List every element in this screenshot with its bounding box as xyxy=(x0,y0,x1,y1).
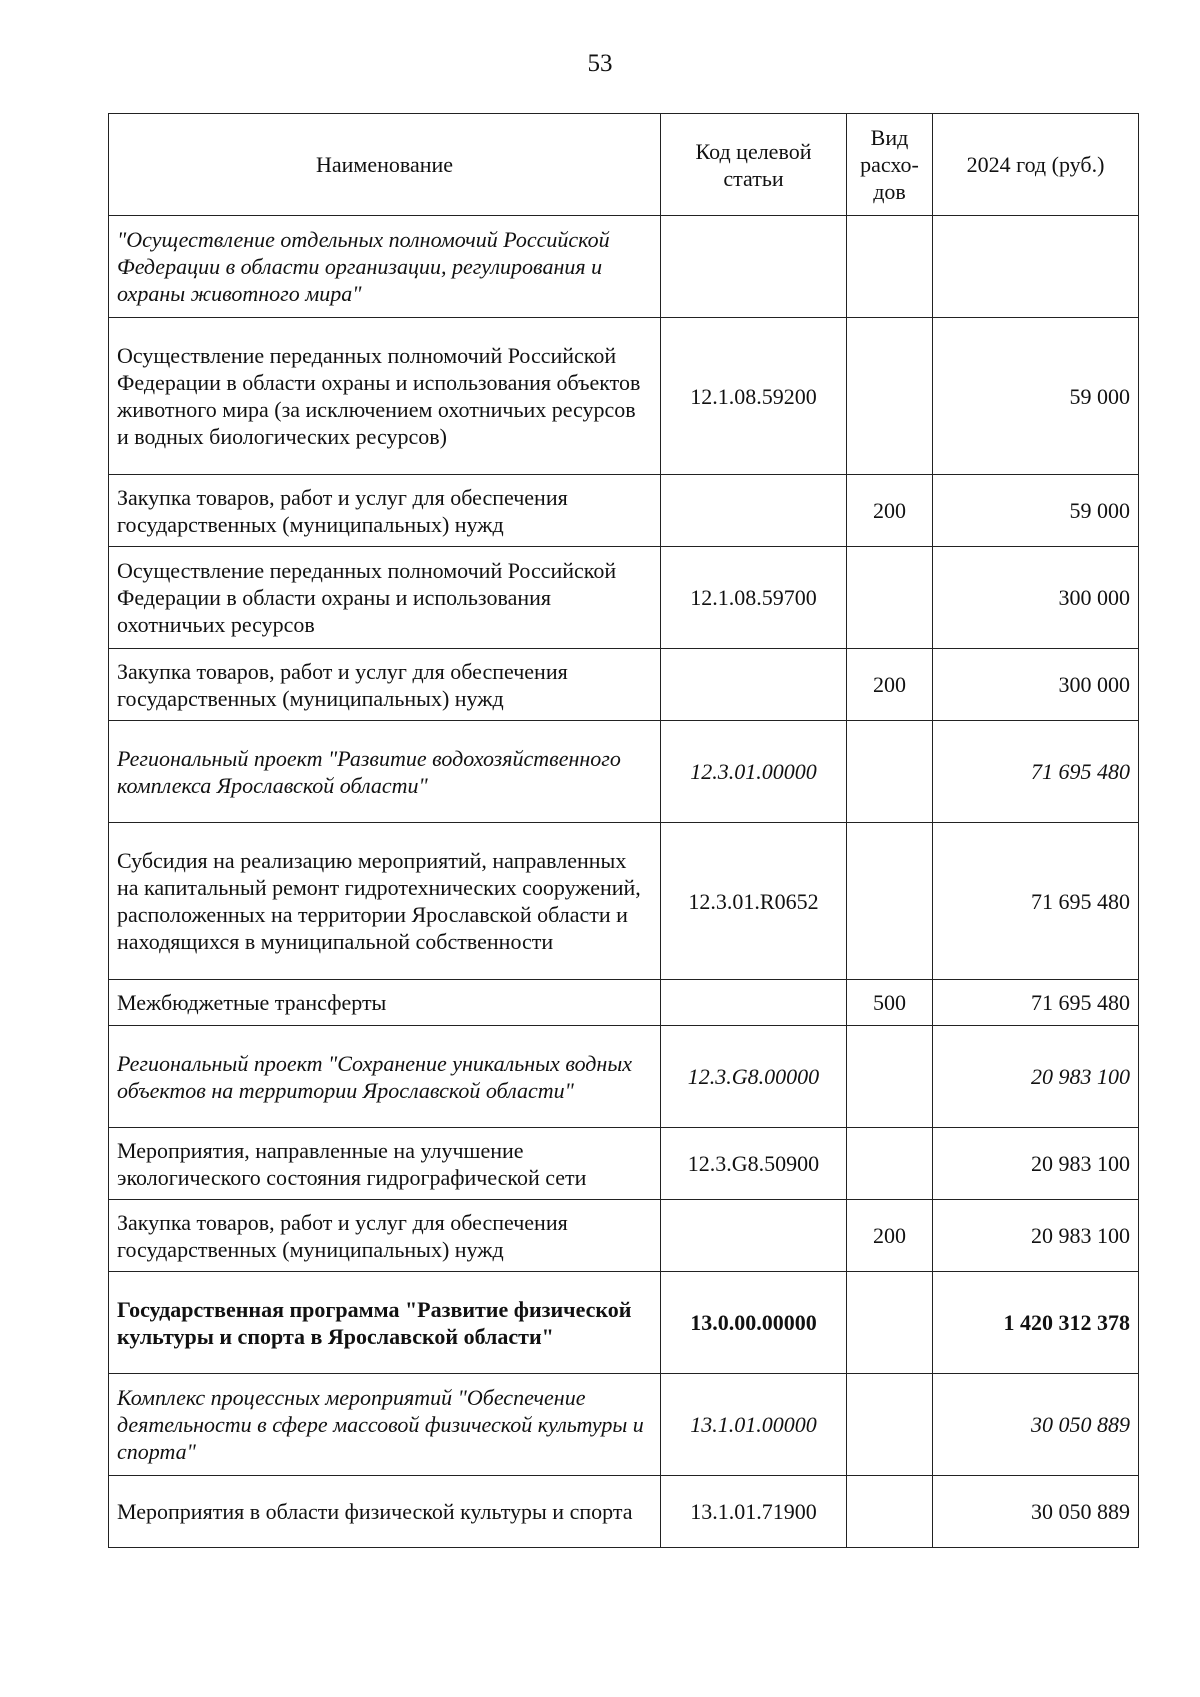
cell-amount: 71 695 480 xyxy=(933,721,1139,823)
cell-code: 13.1.01.71900 xyxy=(661,1476,847,1548)
table-row xyxy=(109,1200,1139,1272)
cell-amount: 30 050 889 xyxy=(933,1476,1139,1548)
table-row xyxy=(109,216,1139,318)
cell-amount: 71 695 480 xyxy=(933,823,1139,980)
cell-type xyxy=(847,1374,933,1476)
table-row xyxy=(109,1272,1139,1374)
cell-amount: 59 000 xyxy=(933,475,1139,547)
table-row xyxy=(109,1026,1139,1128)
cell-code xyxy=(661,475,847,547)
cell-code: 12.1.08.59700 xyxy=(661,547,847,649)
cell-code xyxy=(661,980,847,1026)
cell-code: 12.3.01.00000 xyxy=(661,721,847,823)
cell-type xyxy=(847,547,933,649)
table-row xyxy=(109,980,1139,1026)
cell-code: 12.1.08.59200 xyxy=(661,318,847,475)
cell-amount: 20 983 100 xyxy=(933,1026,1139,1128)
cell-type xyxy=(847,823,933,980)
cell-name: Закупка товаров, работ и услуг для обеспечения государственных (муниципальных) нужд xyxy=(109,475,661,547)
cell-type xyxy=(847,1026,933,1128)
budget-table xyxy=(108,113,1139,1548)
table-header-row xyxy=(109,114,1139,216)
cell-amount: 20 983 100 xyxy=(933,1200,1139,1272)
cell-code xyxy=(661,1200,847,1272)
table-row xyxy=(109,1374,1139,1476)
cell-name: Субсидия на реализацию мероприятий, направленных на капитальный ремонт гидротехнических сооружений, расположенных на территории Ярославской области и находящихся в муниципальной собственности xyxy=(109,823,661,980)
cell-name: Закупка товаров, работ и услуг для обеспечения государственных (муниципальных) нужд xyxy=(109,649,661,721)
cell-name: Межбюджетные трансферты xyxy=(109,980,661,1026)
table-row xyxy=(109,547,1139,649)
cell-code xyxy=(661,649,847,721)
cell-name: Региональный проект "Сохранение уникальных водных объектов на территории Ярославской области" xyxy=(109,1026,661,1128)
table-row xyxy=(109,823,1139,980)
table-row xyxy=(109,721,1139,823)
table-row xyxy=(109,1476,1139,1548)
header-code: Код целевой статьи xyxy=(661,114,847,216)
cell-amount: 30 050 889 xyxy=(933,1374,1139,1476)
cell-type: 500 xyxy=(847,980,933,1026)
cell-name: "Осуществление отдельных полномочий Российской Федерации в области организации, регулирования и охраны животного мира" xyxy=(109,216,661,318)
page-number: 53 xyxy=(587,50,613,77)
table-row xyxy=(109,649,1139,721)
cell-name: Мероприятия в области физической культуры и спорта xyxy=(109,1476,661,1548)
cell-amount: 20 983 100 xyxy=(933,1128,1139,1200)
cell-name: Осуществление переданных полномочий Российской Федерации в области охраны и использования охотничьих ресурсов xyxy=(109,547,661,649)
cell-amount: 71 695 480 xyxy=(933,980,1139,1026)
cell-type xyxy=(847,1272,933,1374)
table-row xyxy=(109,318,1139,475)
cell-code: 12.3.G8.50900 xyxy=(661,1128,847,1200)
cell-name: Комплекс процессных мероприятий "Обеспечение деятельности в сфере массовой физической культуры и спорта" xyxy=(109,1374,661,1476)
cell-code: 13.1.01.00000 xyxy=(661,1374,847,1476)
cell-name: Закупка товаров, работ и услуг для обеспечения государственных (муниципальных) нужд xyxy=(109,1200,661,1272)
cell-amount: 59 000 xyxy=(933,318,1139,475)
cell-name: Осуществление переданных полномочий Российской Федерации в области охраны и использования объектов животного мира (за исключением охотничьих ресурсов и водных биологических ресурсов) xyxy=(109,318,661,475)
cell-amount: 300 000 xyxy=(933,547,1139,649)
header-amount: 2024 год (руб.) xyxy=(933,114,1139,216)
table-row xyxy=(109,475,1139,547)
cell-type: 200 xyxy=(847,1200,933,1272)
cell-type: 200 xyxy=(847,649,933,721)
cell-code xyxy=(661,216,847,318)
table-row xyxy=(109,1128,1139,1200)
cell-name: Мероприятия, направленные на улучшение экологического состояния гидрографической сети xyxy=(109,1128,661,1200)
cell-type xyxy=(847,1128,933,1200)
table-body xyxy=(109,216,1139,1548)
cell-type xyxy=(847,318,933,475)
cell-type xyxy=(847,721,933,823)
cell-amount: 1 420 312 378 xyxy=(933,1272,1139,1374)
cell-code: 12.3.01.R0652 xyxy=(661,823,847,980)
cell-amount: 300 000 xyxy=(933,649,1139,721)
cell-amount xyxy=(933,216,1139,318)
cell-name: Региональный проект "Развитие водохозяйственного комплекса Ярославской области" xyxy=(109,721,661,823)
cell-type xyxy=(847,1476,933,1548)
header-type: Вид расхо-дов xyxy=(847,114,933,216)
cell-name: Государственная программа "Развитие физической культуры и спорта в Ярославской области" xyxy=(109,1272,661,1374)
cell-type xyxy=(847,216,933,318)
cell-code: 12.3.G8.00000 xyxy=(661,1026,847,1128)
cell-type: 200 xyxy=(847,475,933,547)
header-name: Наименование xyxy=(109,114,661,216)
cell-code: 13.0.00.00000 xyxy=(661,1272,847,1374)
